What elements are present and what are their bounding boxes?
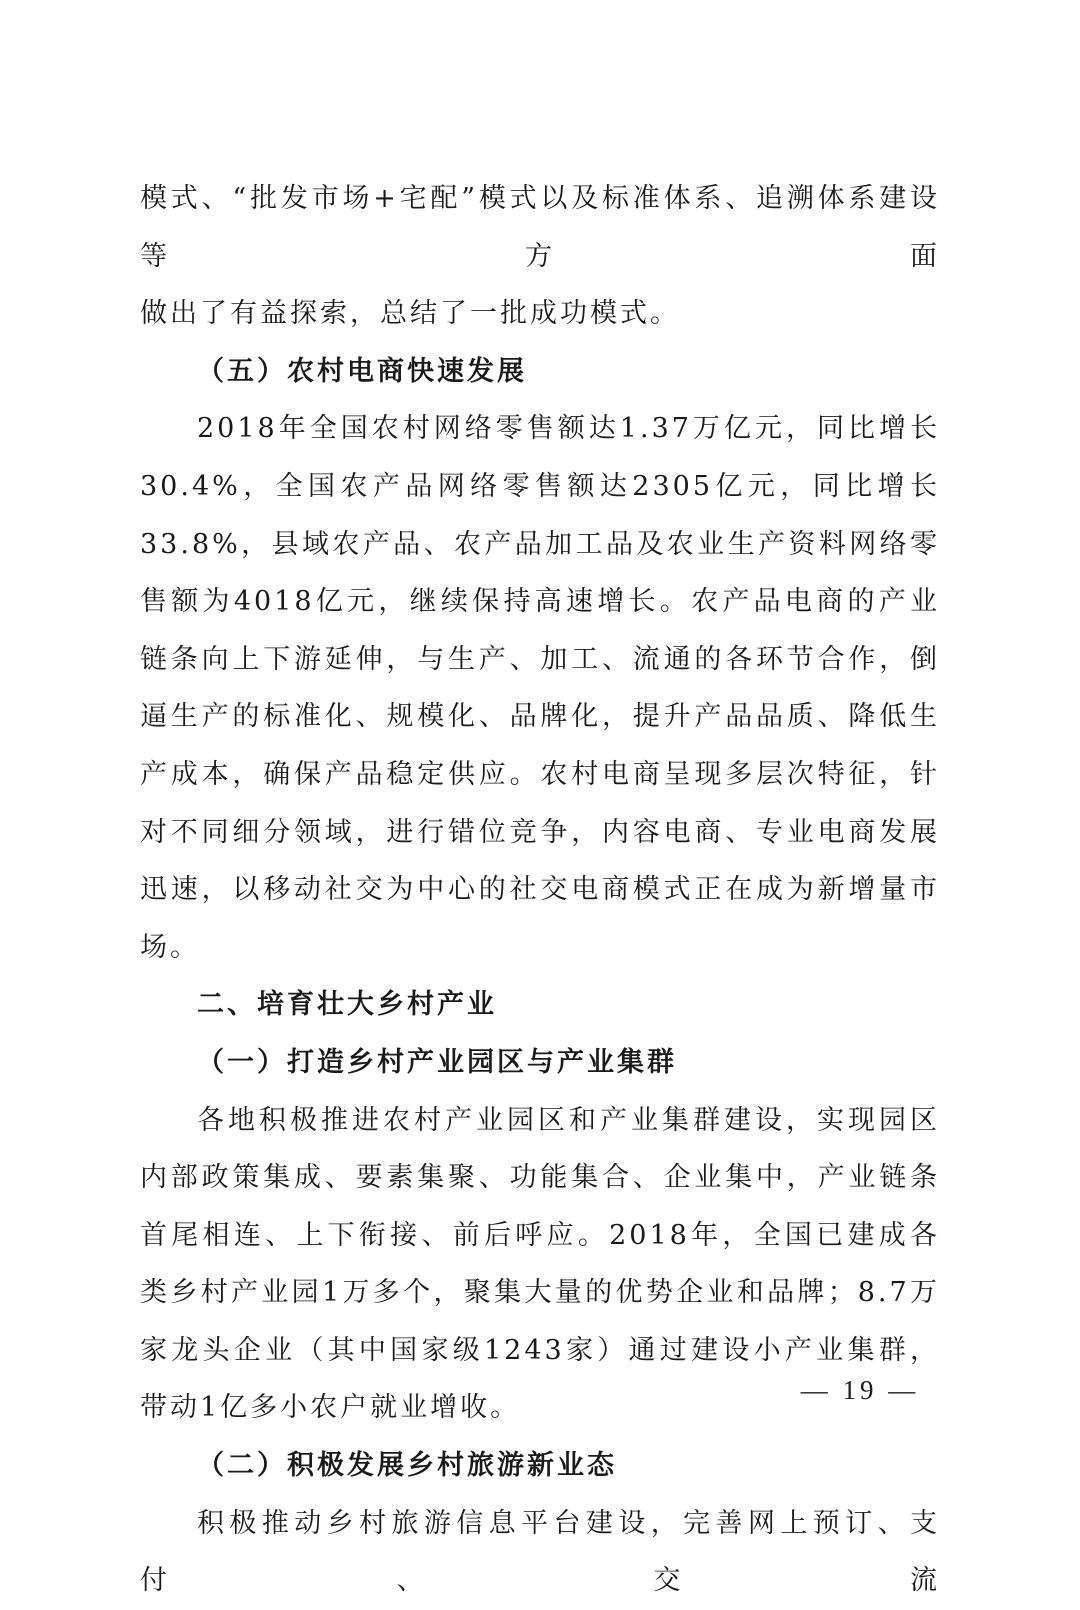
page-number: — 19 — bbox=[800, 1375, 920, 1405]
body-paragraph: 做出了有益探索，总结了一批成功模式。 bbox=[140, 298, 680, 330]
body-paragraph: 模式、“批发市场+宅配”模式以及标准体系、追溯体系建设等方面 bbox=[140, 183, 940, 272]
body-paragraph: 各地积极推进农村产业园区和产业集群建设，实现园区内部政策集成、要素集聚、功能集合、企业集中，产业链条首尾相连、上下衔接、前后呼应。2018年，全国已建成各类乡村产业园1万多个，聚集大量的优势企业和品牌；8.7万家龙头企业（其中国家级1243家）通过建设小产业集群，带动1亿多小农户就业增收。 bbox=[140, 1104, 940, 1424]
body-paragraph: 2018年全国农村网络零售额达1.37万亿元，同比增长30.4%，全国农产品网络零售额达2305亿元，同比增长33.8%，县域农产品、农产品加工品及农业生产资料网络零售额为4018亿元，继续保持高速增长。农产品电商的产业链条向上下游延伸，与生产、加工、流通的各环节合作，倒逼生产的标准化、规模化、品牌化，提升产品品质、降低生产成本，确保产品稳定供应。农村电商呈现多层次特征，针对不同细分领域，进行错位竞争，内容电商、专业电商发展迅速，以移动社交为中心的社交电商模式正在成为新增量市场。 bbox=[140, 413, 940, 963]
section-heading: （一）打造乡村产业园区与产业集群 bbox=[197, 1046, 677, 1078]
chapter-heading: 二、培育壮大乡村产业 bbox=[197, 989, 497, 1021]
section-heading: （二）积极发展乡村旅游新业态 bbox=[197, 1450, 617, 1482]
section-heading: （五）农村电商快速发展 bbox=[197, 355, 527, 387]
body-paragraph: 积极推动乡村旅游信息平台建设，完善网上预订、支付、交流 bbox=[140, 1507, 940, 1597]
